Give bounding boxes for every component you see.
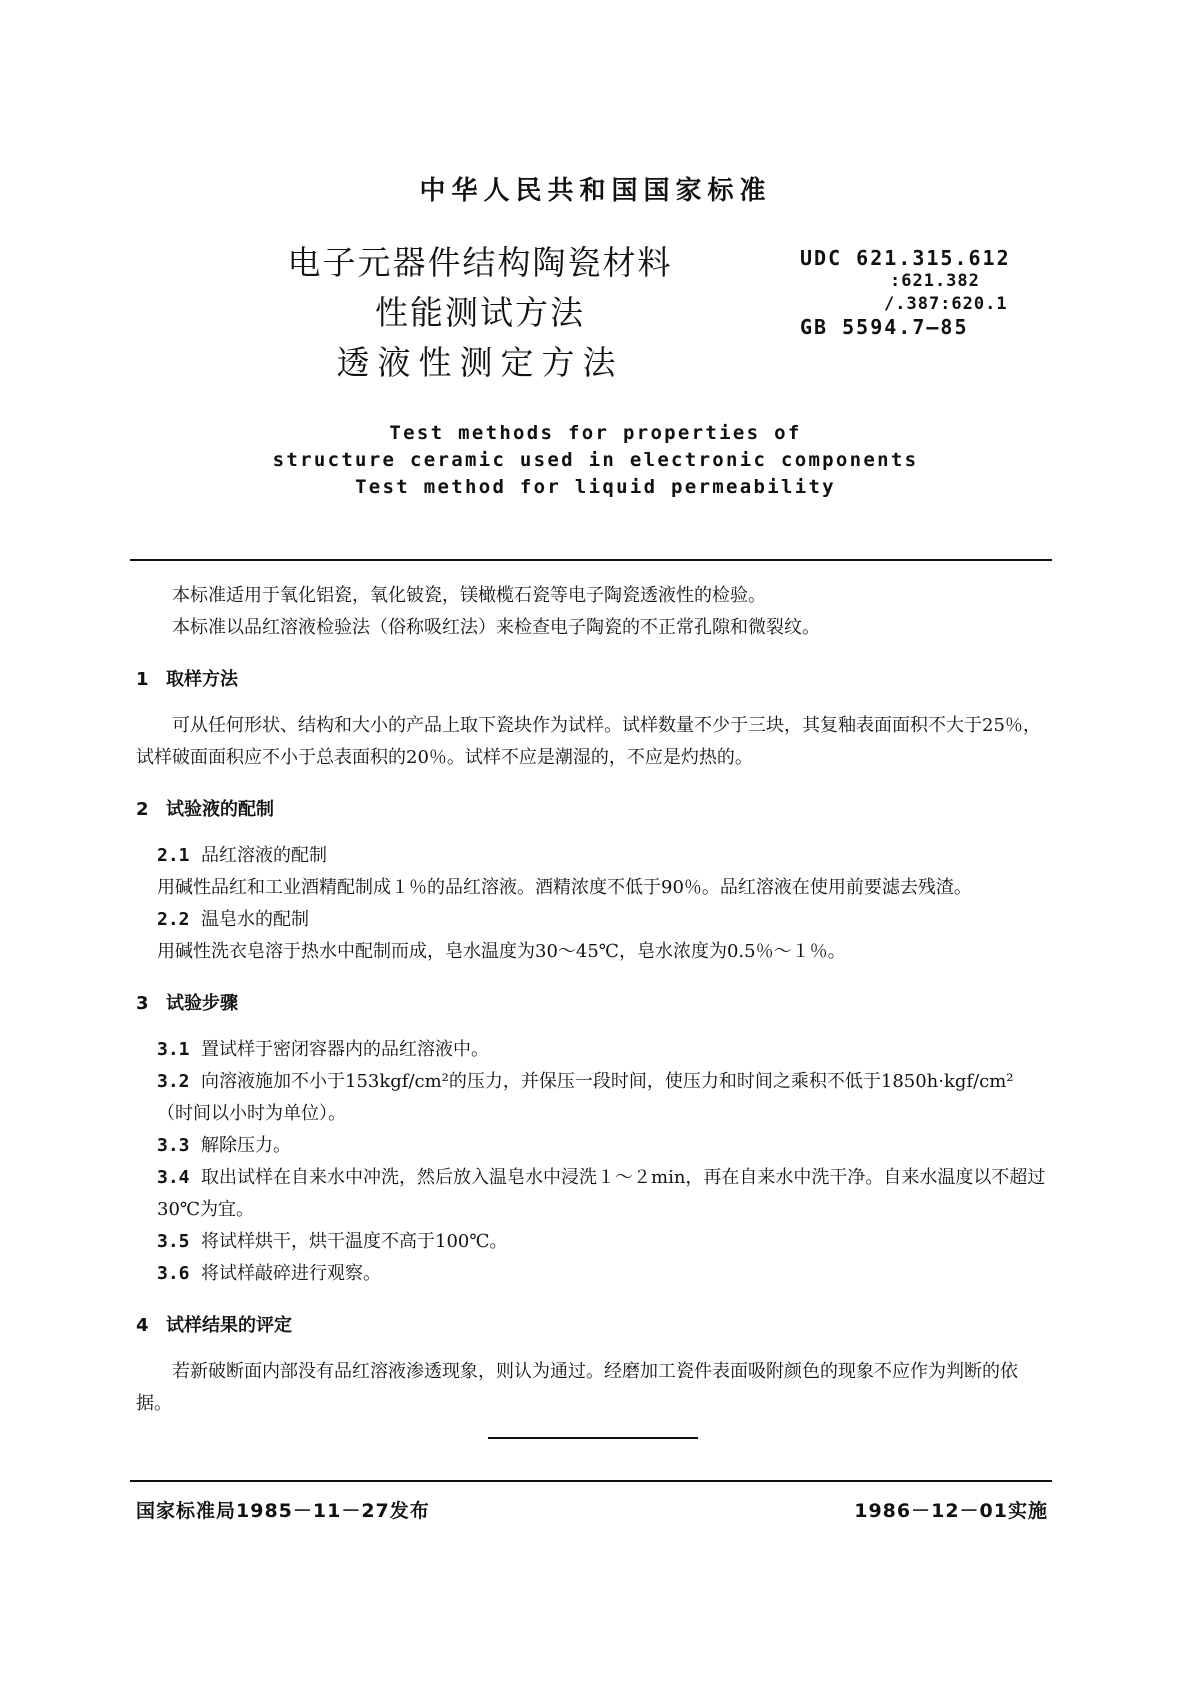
section-number: 2 (136, 799, 149, 820)
section-title: 试验步骤 (166, 993, 238, 1014)
step-3-4 (136, 1162, 1049, 1226)
step-text: 取出试样在自来水中冲洗，然后放入温皂水中浸洗１～２min，再在自来水中洗干净。自来水温度以不超过30℃为宜。 (157, 1167, 1046, 1220)
section-title: 试样结果的评定 (166, 1315, 292, 1336)
subsection-number: 2.1 (157, 845, 190, 866)
step-number: 3.5 (157, 1231, 190, 1252)
subsection-2-2-text: 用碱性洗衣皂溶于热水中配制而成，皂水温度为30～45℃，皂水浓度为0.5％～１％。 (157, 941, 846, 962)
effective-date: 1986－12－01实施 (854, 1500, 1048, 1522)
english-title-line-3: Test method for liquid permeability (355, 476, 836, 498)
section-number: 4 (136, 1315, 149, 1336)
section-4-heading (136, 1310, 1049, 1342)
step-text: 将试样敲碎进行观察。 (201, 1263, 381, 1284)
subsection-2-1-text: 用碱性品红和工业酒精配制成１％的品红溶液。酒精浓度不低于90％。品红溶液在使用前要滤去残渣。 (157, 877, 972, 898)
subsection-title: 温皂水的配制 (201, 909, 309, 930)
step-number: 3.3 (157, 1135, 190, 1156)
section-3-heading (136, 988, 1049, 1020)
title-line-1: 电子元器件结构陶瓷材料 (287, 243, 673, 282)
document-body (136, 580, 1049, 1420)
title-line-2: 性能测试方法 (375, 293, 585, 332)
step-number: 3.2 (157, 1071, 190, 1092)
english-title-line-1: Test methods for properties of (389, 422, 802, 444)
step-3-3 (136, 1130, 1049, 1162)
step-3-1 (136, 1034, 1049, 1066)
section-1-text: 可从任何形状、结构和大小的产品上取下瓷块作为试样。试样数量不少于三块，其复釉表面面积不大于25％，试样破面面积应不小于总表面积的20％。试样不应是潮湿的，不应是灼热的。 (136, 715, 1041, 768)
subsection-2-2-heading (136, 904, 1049, 936)
intro-paragraph-1: 本标准适用于氧化铝瓷，氧化铍瓷，镁橄榄石瓷等电子陶瓷透液性的检验。 (172, 585, 766, 606)
subsection-title: 品红溶液的配制 (201, 845, 327, 866)
step-3-5 (136, 1226, 1049, 1258)
udc-line-3: /.387:620.1 (884, 294, 1008, 314)
section-number: 1 (136, 669, 149, 690)
section-title: 试验液的配制 (166, 799, 274, 820)
step-number: 3.1 (157, 1039, 190, 1060)
national-standard-header: 中华人民共和国国家标准 (419, 176, 772, 206)
end-divider (488, 1437, 698, 1439)
subsection-2-1-heading (136, 840, 1049, 872)
english-title-line-2: structure ceramic used in electronic components (272, 449, 919, 471)
section-title: 取样方法 (166, 669, 238, 690)
step-text: 将试样烘干，烘干温度不高于100℃。 (201, 1231, 508, 1252)
section-2-heading (136, 794, 1049, 826)
step-number: 3.4 (157, 1167, 190, 1188)
section-4-text: 若新破断面内部没有品红溶液渗透现象，则认为通过。经磨加工瓷件表面吸附颜色的现象不应作为判断的依据。 (136, 1361, 1018, 1414)
udc-classification (800, 247, 1011, 339)
udc-line-2: :621.382 (890, 271, 980, 291)
subsection-number: 2.2 (157, 909, 190, 930)
step-3-2 (136, 1066, 1049, 1130)
title-line-3: 透液性测定方法 (336, 343, 624, 382)
step-3-6 (136, 1258, 1049, 1290)
step-text: 向溶液施加不小于153kgf/cm²的压力，并保压一段时间，使压力和时间之乘积不低于1850h·kgf/cm²（时间以小时为单位）。 (157, 1071, 1014, 1124)
udc-line-1: UDC 621.315.612 (800, 246, 1011, 270)
intro-paragraph-2: 本标准以品红溶液检验法（俗称吸红法）来检查电子陶瓷的不正常孔隙和微裂纹。 (172, 617, 820, 638)
step-text: 解除压力。 (201, 1135, 291, 1156)
footer-divider (130, 1480, 1052, 1482)
step-text: 置试样于密闭容器内的品红溶液中。 (201, 1039, 489, 1060)
issue-date: 国家标准局1985－11－27发布 (136, 1500, 430, 1522)
gb-number: GB 5594.7—85 (800, 315, 969, 339)
step-number: 3.6 (157, 1263, 190, 1284)
section-number: 3 (136, 993, 149, 1014)
section-1-heading (136, 664, 1049, 696)
top-divider (130, 559, 1052, 561)
